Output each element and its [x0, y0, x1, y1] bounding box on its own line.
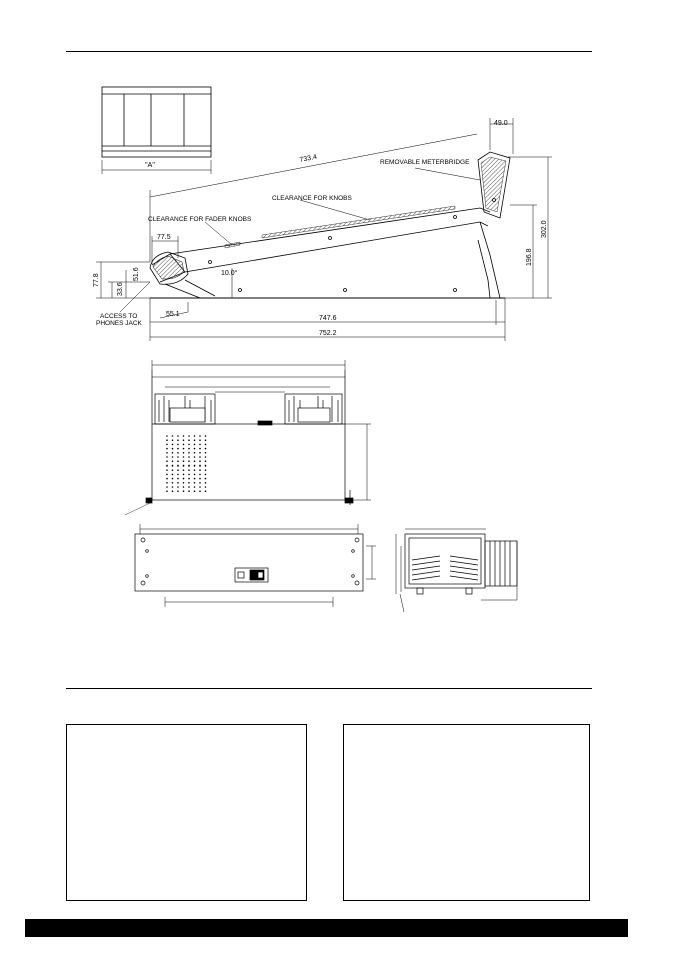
vent-hole [194, 435, 196, 437]
vent-hole [199, 456, 201, 458]
vent-hole [183, 456, 185, 458]
vent-hole [205, 490, 207, 492]
vent-hole [188, 478, 190, 480]
vent-hole [199, 444, 201, 446]
vent-hole [166, 444, 168, 446]
vent-hole [194, 482, 196, 484]
vent-hole [194, 444, 196, 446]
vent-hole [194, 490, 196, 492]
vent-hole [172, 448, 174, 450]
vent-hole [166, 474, 168, 476]
vent-hole [177, 439, 179, 441]
vent-hole [205, 469, 207, 471]
vent-hole [166, 460, 168, 462]
vent-hole [172, 474, 174, 476]
vent-hole [205, 460, 207, 462]
vent-hole [205, 439, 207, 441]
side-view-dimensions [96, 118, 552, 341]
vent-hole [199, 448, 201, 450]
vent-hole [177, 465, 179, 467]
vent-hole [188, 486, 190, 488]
vent-hole [205, 444, 207, 446]
vent-hole [177, 490, 179, 492]
vent-hole [166, 452, 168, 454]
vent-hole [188, 474, 190, 476]
vent-hole [194, 474, 196, 476]
dim-overall-height: 302.0 [541, 220, 548, 238]
vent-hole [205, 435, 207, 437]
vent-hole [166, 439, 168, 441]
vent-hole [183, 486, 185, 488]
vent-hole [199, 439, 201, 441]
vent-hole [205, 482, 207, 484]
vent-hole [199, 474, 201, 476]
vent-hole [183, 474, 185, 476]
label-clearance-fader: CLEARANCE FOR FADER KNOBS [148, 216, 252, 223]
vent-hole [172, 444, 174, 446]
vent-hole [199, 435, 201, 437]
vent-hole [199, 490, 201, 492]
vent-hole [194, 486, 196, 488]
vent-hole [205, 448, 207, 450]
vent-hole [166, 482, 168, 484]
vent-hole [188, 469, 190, 471]
dim-front-left: 77.5 [157, 234, 171, 241]
vent-hole [166, 478, 168, 480]
psu-vent-holes [166, 435, 206, 492]
vent-hole [188, 439, 190, 441]
vent-hole [205, 452, 207, 454]
vent-hole [194, 439, 196, 441]
dim-angle: 10.0° [221, 270, 238, 277]
vent-hole [172, 439, 174, 441]
dim-bottom-small: 55.1 [166, 311, 180, 318]
dim-front-height-a: 77.8 [93, 273, 100, 287]
vent-hole [177, 460, 179, 462]
vent-hole [188, 460, 190, 462]
vent-hole [194, 460, 196, 462]
vent-hole [205, 474, 207, 476]
vent-hole [205, 456, 207, 458]
vent-hole [183, 444, 185, 446]
vent-hole [199, 452, 201, 454]
vent-hole [199, 478, 201, 480]
vent-hole [183, 482, 185, 484]
vent-hole [177, 444, 179, 446]
vent-hole [188, 435, 190, 437]
vent-hole [188, 448, 190, 450]
vent-hole [199, 482, 201, 484]
vent-hole [166, 486, 168, 488]
dim-front-height-b: 51.6 [133, 267, 140, 281]
section-a-label: "A" [145, 162, 155, 169]
vent-hole [183, 469, 185, 471]
vent-hole [194, 469, 196, 471]
vent-hole [177, 456, 179, 458]
vent-hole [188, 490, 190, 492]
vent-hole [183, 448, 185, 450]
label-phones-line2: PHONES JACK [96, 320, 142, 327]
vent-hole [183, 452, 185, 454]
vent-hole [177, 478, 179, 480]
dim-depth-outer: 752.2 [319, 330, 337, 337]
dim-meterbridge-width: 49.0 [494, 120, 508, 127]
vent-hole [194, 465, 196, 467]
dim-rear-height: 196.8 [526, 248, 533, 266]
vent-hole [205, 486, 207, 488]
vent-hole [183, 478, 185, 480]
dim-depth-inner: 747.6 [319, 315, 337, 322]
vent-hole [172, 478, 174, 480]
vent-hole [177, 486, 179, 488]
vent-hole [188, 465, 190, 467]
vent-hole [183, 460, 185, 462]
vent-hole [188, 452, 190, 454]
vent-hole [205, 465, 207, 467]
vent-hole [172, 456, 174, 458]
vent-hole [199, 486, 201, 488]
vent-hole [166, 490, 168, 492]
vent-hole [177, 435, 179, 437]
vent-hole [188, 456, 190, 458]
vent-hole [183, 465, 185, 467]
vent-hole [172, 435, 174, 437]
psu-top-view [125, 360, 371, 515]
vent-hole [166, 448, 168, 450]
section-a-detail [102, 87, 211, 174]
vent-hole [172, 482, 174, 484]
vent-hole [172, 460, 174, 462]
label-clearance-knobs: CLEARANCE FOR KNOBS [272, 195, 352, 202]
vent-hole [177, 474, 179, 476]
vent-hole [177, 448, 179, 450]
vent-hole [177, 452, 179, 454]
vent-hole [172, 490, 174, 492]
vent-hole [199, 469, 201, 471]
vent-hole [177, 482, 179, 484]
psu-front-view [135, 524, 376, 607]
console-side-view [150, 152, 510, 298]
vent-hole [205, 478, 207, 480]
vent-hole [194, 452, 196, 454]
vent-hole [188, 444, 190, 446]
vent-hole [172, 452, 174, 454]
right-text-box [343, 724, 590, 901]
vent-hole [183, 435, 185, 437]
vent-hole [199, 465, 201, 467]
psu-side-view [396, 529, 517, 612]
label-meterbridge: REMOVABLE METERBRIDGE [380, 159, 470, 166]
vent-hole [199, 460, 201, 462]
vent-hole [194, 478, 196, 480]
vent-hole [194, 448, 196, 450]
vent-hole [183, 439, 185, 441]
dim-front-height-c: 33.6 [117, 282, 124, 296]
footer-bar [25, 919, 628, 937]
middle-rule [66, 688, 592, 689]
vent-hole [166, 456, 168, 458]
left-text-box [66, 724, 307, 901]
vent-hole [177, 469, 179, 471]
vent-hole [194, 456, 196, 458]
vent-hole [166, 465, 168, 467]
vent-hole [166, 469, 168, 471]
vent-hole [172, 465, 174, 467]
vent-hole [172, 469, 174, 471]
vent-hole [183, 490, 185, 492]
vent-hole [172, 486, 174, 488]
vent-hole [166, 435, 168, 437]
vent-hole [188, 482, 190, 484]
label-phones-line1: ACCESS TO [100, 313, 138, 320]
dim-top-span: 733.4 [299, 153, 318, 164]
